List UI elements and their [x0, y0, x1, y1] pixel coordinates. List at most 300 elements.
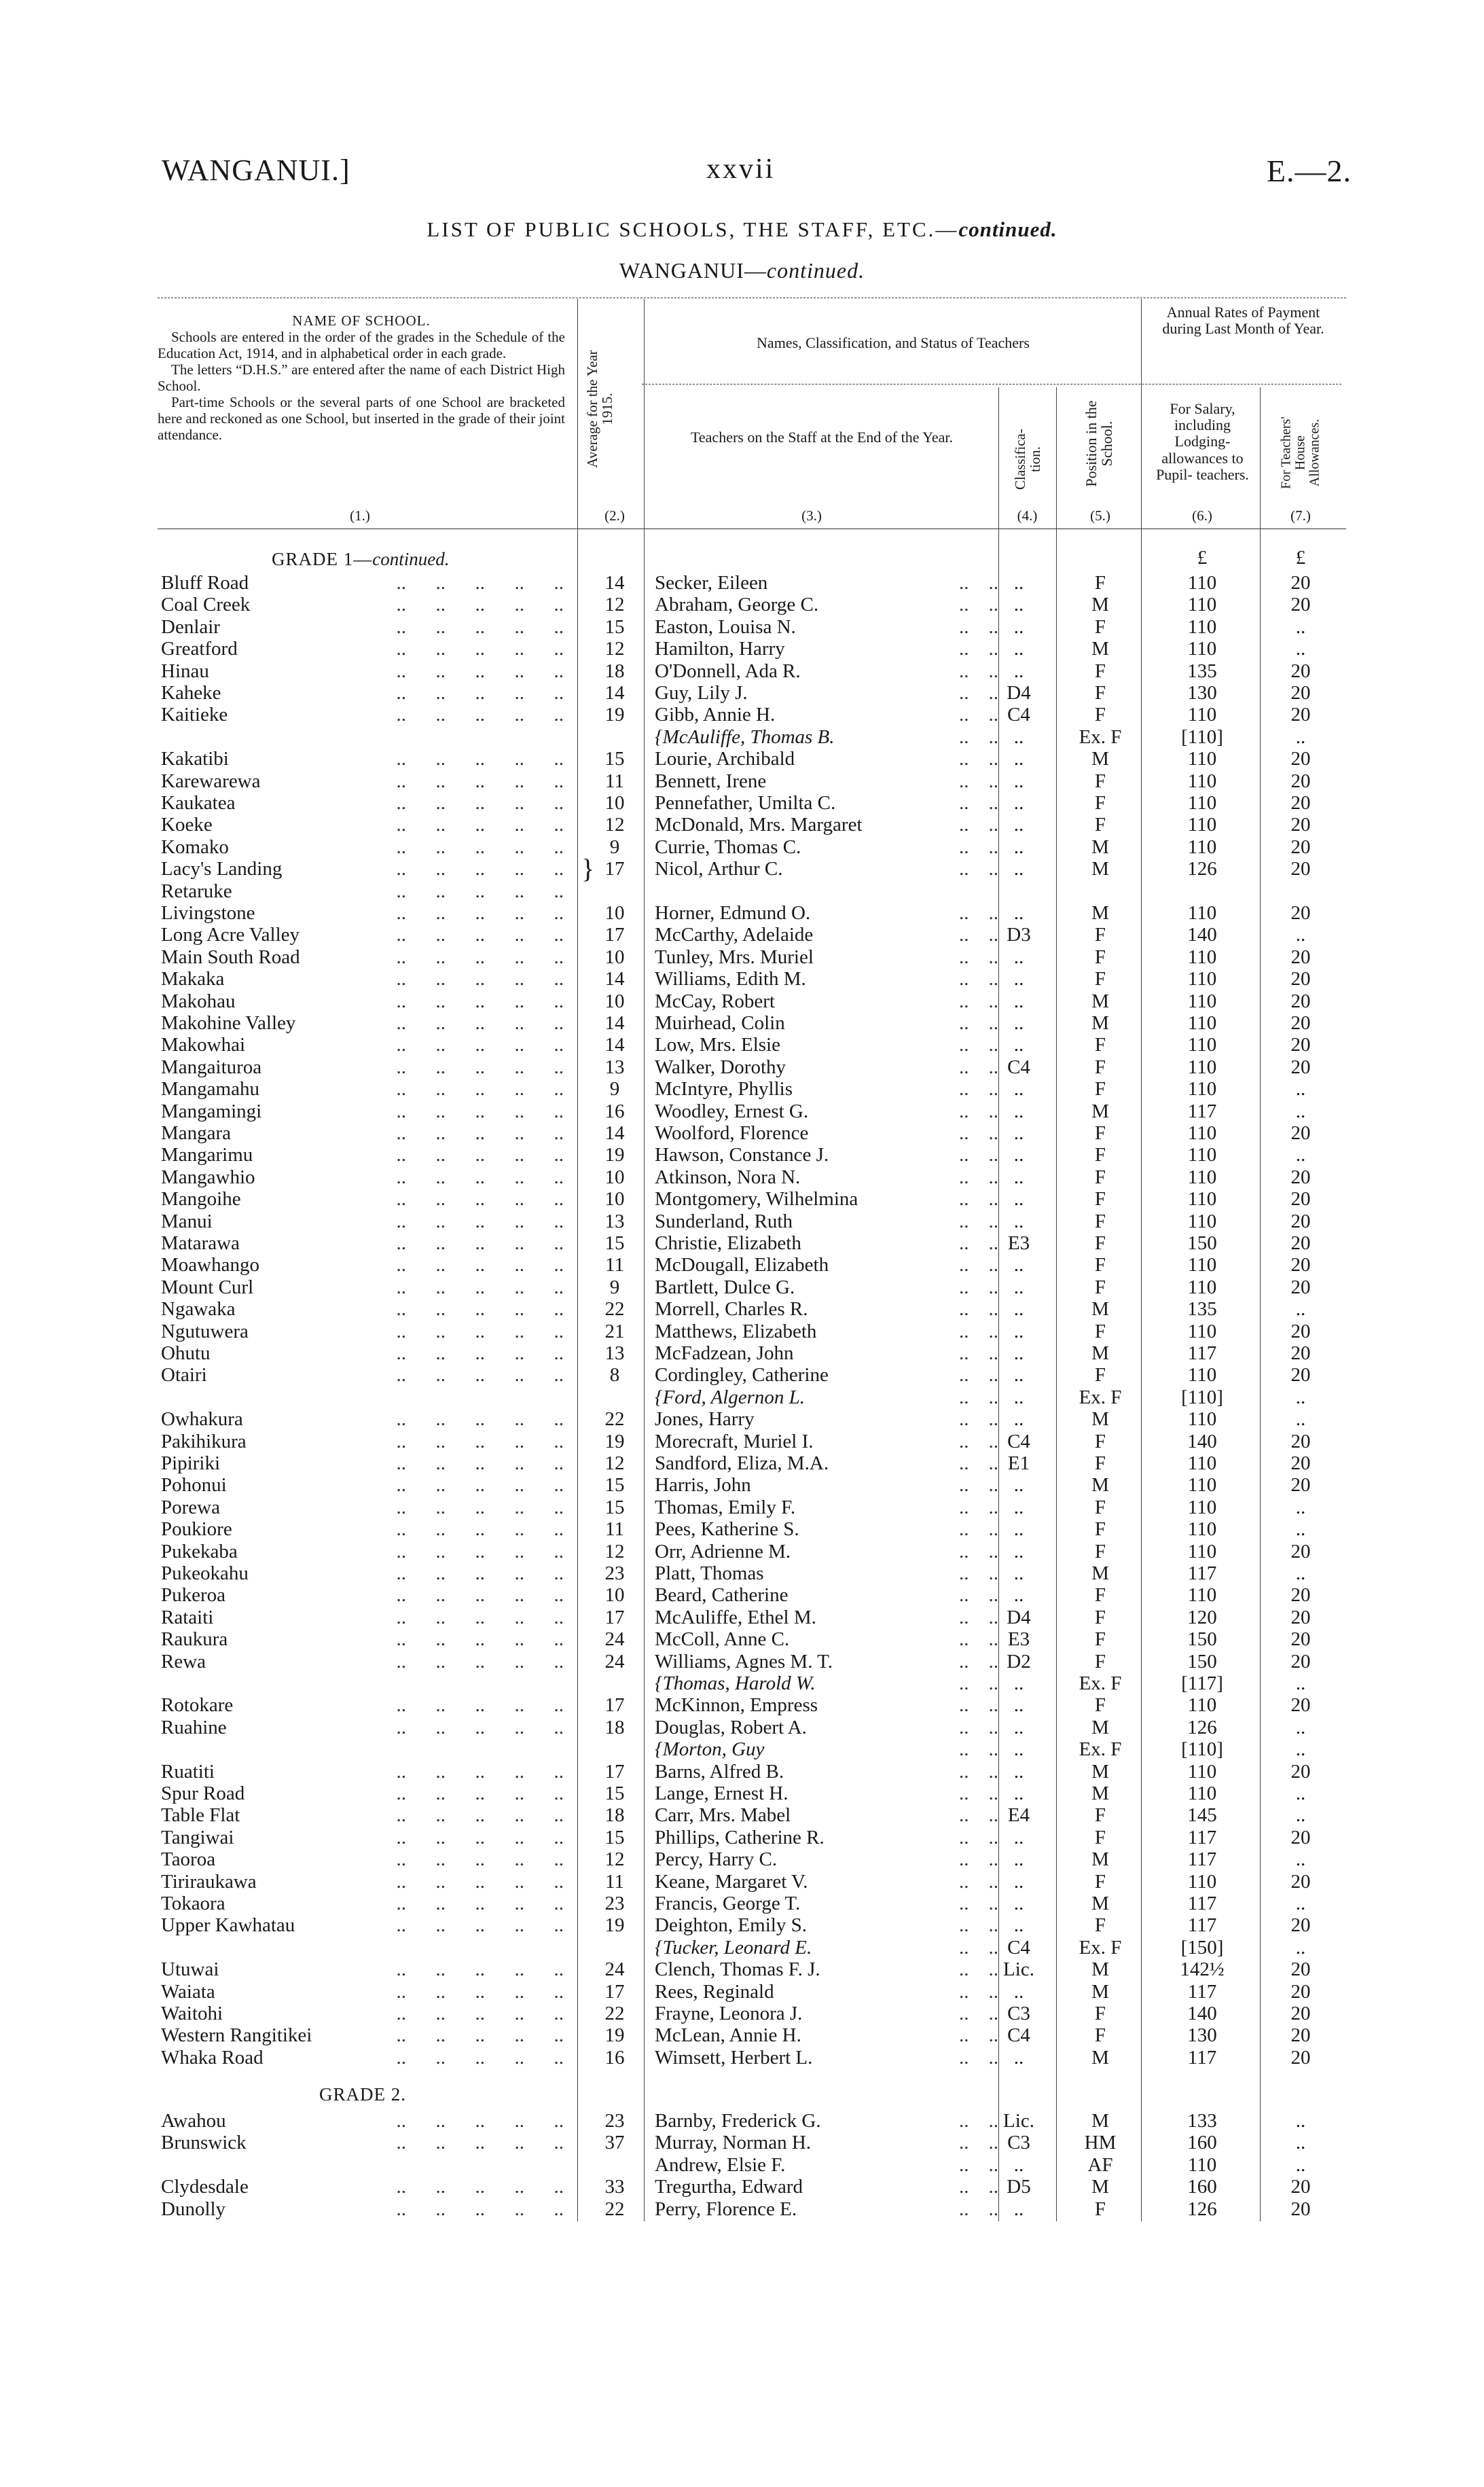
school-name: Pipiriki	[161, 1452, 221, 1474]
salary: 142½	[1180, 1958, 1225, 1981]
house-allowance: ..	[1295, 2110, 1306, 2132]
salary: 145	[1187, 1804, 1217, 1827]
classification: ..	[1013, 1562, 1024, 1584]
leader-dots: .. ..	[959, 1584, 998, 1607]
position: F	[1094, 2024, 1106, 2047]
house-allowance: ..	[1295, 1496, 1306, 1518]
leader-dots: .. .. .. .. ..	[391, 1716, 564, 1738]
average-attendance: 10	[604, 1584, 625, 1607]
house-allowance: 20	[1290, 1694, 1311, 1717]
teacher-name: Low, Mrs. Elsie	[655, 1034, 780, 1056]
school-name: Mangara	[161, 1122, 232, 1144]
school-name: Makohine Valley	[161, 1012, 296, 1034]
teacher-name: Lourie, Archibald	[655, 748, 795, 770]
leader-dots: .. ..	[959, 682, 998, 704]
classification: Lic.	[1003, 2110, 1034, 2132]
position: F	[1094, 1144, 1106, 1166]
school-name: Greatford	[161, 638, 238, 660]
house-allowance: ..	[1295, 1804, 1306, 1827]
position: M	[1091, 1716, 1109, 1738]
leader-dots: .. .. .. .. ..	[391, 1166, 564, 1188]
school-name: Livingstone	[161, 902, 255, 924]
teacher-name: Nicol, Arthur C.	[655, 858, 783, 880]
leader-dots: .. ..	[959, 1254, 998, 1276]
leader-dots: .. ..	[959, 1738, 998, 1761]
house-allowance: 20	[1290, 2046, 1311, 2069]
classification: ..	[1013, 1188, 1024, 1211]
salary: 117	[1187, 1342, 1217, 1364]
average-attendance: 24	[604, 1628, 625, 1651]
house-allowance: ..	[1295, 1562, 1306, 1584]
position: F	[1094, 1518, 1106, 1541]
classification: ..	[1013, 814, 1024, 836]
leader-dots: .. ..	[959, 1958, 998, 1981]
leader-dots: .. ..	[959, 1562, 998, 1584]
position: M	[1091, 1848, 1109, 1871]
salary: [110]	[1181, 726, 1223, 748]
house-allowance: 20	[1290, 660, 1311, 682]
classification: ..	[1013, 902, 1024, 924]
school-name: Mangarimu	[161, 1144, 253, 1166]
teacher-name: Wimsett, Herbert L.	[655, 2046, 813, 2069]
salary: 110	[1187, 2153, 1217, 2176]
position: M	[1091, 1012, 1109, 1034]
running-header-left: WANGANUI.]	[162, 154, 350, 187]
leader-dots: .. .. .. .. ..	[391, 1122, 564, 1144]
position: F	[1094, 792, 1106, 814]
house-allowance: 20	[1290, 1760, 1311, 1783]
salary: 110	[1187, 638, 1217, 660]
teacher-name: Abraham, George C.	[655, 594, 819, 616]
leader-dots: .. .. .. .. ..	[391, 704, 564, 726]
leader-dots: .. ..	[959, 2198, 998, 2220]
leader-dots: .. .. .. .. ..	[391, 990, 564, 1012]
table-row	[0, 990, 1484, 1012]
average-attendance: 10	[604, 792, 625, 814]
average-attendance: 18	[604, 1804, 625, 1827]
school-name: Kaheke	[161, 682, 221, 704]
leader-dots: .. .. .. .. ..	[391, 1430, 564, 1452]
leader-dots: .. ..	[959, 814, 998, 836]
teacher-name: Walker, Dorothy	[655, 1056, 786, 1078]
leader-dots: .. ..	[959, 770, 998, 792]
average-attendance: 18	[604, 660, 625, 682]
teacher-name: Andrew, Elsie F.	[655, 2153, 786, 2176]
salary: 110	[1187, 1056, 1217, 1078]
table-row	[0, 726, 1484, 748]
salary: 110	[1187, 1254, 1217, 1276]
house-allowance: 20	[1290, 792, 1311, 814]
teacher-name: Woolford, Florence	[655, 1122, 809, 1144]
position: M	[1091, 748, 1109, 770]
table-row	[0, 1937, 1484, 1958]
average-attendance: 19	[604, 1914, 625, 1937]
table-row	[0, 2176, 1484, 2198]
leader-dots: .. .. .. .. ..	[391, 1012, 564, 1034]
school-name: Utuwai	[161, 1958, 219, 1981]
leader-dots: .. .. .. .. ..	[391, 1100, 564, 1122]
position: F	[1094, 946, 1106, 968]
table-row	[0, 1321, 1484, 1342]
leader-dots: .. ..	[959, 1804, 998, 1827]
school-name: Mangaituroa	[161, 1056, 262, 1078]
leader-dots: .. ..	[959, 726, 998, 748]
classification: ..	[1013, 1386, 1024, 1408]
table-row	[0, 1827, 1484, 1848]
position: M	[1091, 1474, 1109, 1497]
average-attendance: 15	[604, 1474, 625, 1497]
teacher-name: Lange, Ernest H.	[655, 1783, 789, 1804]
leader-dots: .. ..	[959, 2003, 998, 2024]
average-attendance: 14	[604, 1034, 625, 1056]
col-number-1: (1.)	[350, 507, 370, 524]
salary: 140	[1187, 2003, 1217, 2024]
leader-dots: .. ..	[959, 615, 998, 638]
average-attendance: 13	[604, 1056, 625, 1078]
position: F	[1094, 924, 1106, 946]
salary: 110	[1187, 1122, 1217, 1144]
grade-2-heading: GRADE 2.	[319, 2084, 406, 2105]
classification: E4	[1007, 1804, 1030, 1827]
table-row	[0, 1276, 1484, 1298]
house-allowance: 20	[1290, 748, 1311, 770]
average-attendance: 11	[605, 1518, 624, 1541]
position: F	[1094, 1606, 1106, 1628]
teacher-name: Francis, George T.	[655, 1893, 801, 1914]
classification: C4	[1007, 1936, 1030, 1958]
leader-dots: .. ..	[959, 2110, 998, 2132]
table-row	[0, 1386, 1484, 1408]
salary: 117	[1187, 1893, 1217, 1914]
leader-dots: .. .. .. .. ..	[391, 2176, 564, 2198]
classification: ..	[1013, 1496, 1024, 1518]
teacher-name: McKinnon, Empress	[655, 1694, 818, 1717]
salary: 133	[1187, 2110, 1217, 2132]
teacher-name: McIntyre, Phyllis	[655, 1078, 793, 1101]
teacher-name: McLean, Annie H.	[655, 2024, 801, 2047]
average-attendance: 15	[604, 1783, 625, 1804]
house-allowance: 20	[1290, 1958, 1311, 1981]
leader-dots: .. .. .. .. ..	[391, 858, 564, 880]
table-row	[0, 1694, 1484, 1716]
house-allowance: 20	[1290, 814, 1311, 836]
average-attendance: 11	[605, 1870, 624, 1893]
school-name: Retaruke	[161, 880, 232, 902]
classification: ..	[1013, 660, 1024, 682]
house-allowance: 20	[1290, 1254, 1311, 1276]
classification: D5	[1007, 2176, 1031, 2198]
classification: ..	[1013, 1826, 1024, 1848]
house-allowance: 20	[1290, 1452, 1311, 1474]
classification: C4	[1007, 704, 1030, 726]
classification: ..	[1013, 572, 1024, 594]
table-row	[0, 1848, 1484, 1870]
average-attendance: 17	[604, 1760, 625, 1783]
position: Ex. F	[1079, 1936, 1122, 1958]
leader-dots: .. ..	[959, 1386, 998, 1408]
table-row	[0, 1518, 1484, 1540]
average-attendance: 13	[604, 1210, 625, 1232]
leader-dots: .. ..	[959, 1452, 998, 1474]
classification: ..	[1013, 836, 1024, 858]
teacher-name: McAuliffe, Ethel M.	[655, 1606, 816, 1628]
leader-dots: .. ..	[959, 2153, 998, 2176]
teacher-name: Platt, Thomas	[655, 1562, 764, 1584]
salary: 135	[1187, 660, 1217, 682]
col-number-6: (6.)	[1192, 507, 1212, 524]
leader-dots: .. .. .. .. ..	[391, 1694, 564, 1717]
house-allowance: 20	[1290, 1034, 1311, 1056]
leader-dots: .. .. .. .. ..	[391, 1254, 564, 1276]
school-name: Mangamahu	[161, 1078, 259, 1101]
teacher-name: Easton, Louisa N.	[655, 615, 796, 638]
average-attendance: 8	[609, 1364, 620, 1386]
table-row	[0, 1122, 1484, 1144]
salary: 110	[1187, 594, 1217, 616]
table-row	[0, 880, 1484, 902]
table-row	[0, 1893, 1484, 1914]
leader-dots: .. .. .. .. ..	[391, 814, 564, 836]
classification: ..	[1013, 1298, 1024, 1321]
position: M	[1091, 836, 1109, 858]
table-row	[0, 1738, 1484, 1760]
table-row	[0, 616, 1484, 638]
classification: C3	[1007, 2132, 1030, 2154]
salary: [110]	[1181, 1386, 1223, 1408]
average-attendance: 10	[604, 990, 625, 1012]
average-attendance: 17	[604, 1980, 625, 2003]
classification: ..	[1013, 1716, 1024, 1738]
classification: ..	[1013, 990, 1024, 1012]
house-allowance: ..	[1295, 924, 1306, 946]
table-row	[0, 968, 1484, 990]
position: F	[1094, 1188, 1106, 1211]
classification: ..	[1013, 1893, 1024, 1914]
house-allowance: 20	[1290, 968, 1311, 990]
position: M	[1091, 2046, 1109, 2069]
leader-dots: .. .. .. .. ..	[391, 1034, 564, 1056]
school-name: Makohau	[161, 990, 236, 1012]
average-attendance: 14	[604, 968, 625, 990]
leader-dots: .. ..	[959, 1893, 998, 1914]
school-name: Kakatibi	[161, 748, 229, 770]
leader-dots: .. .. .. .. ..	[391, 1562, 564, 1584]
teacher-name: Morrell, Charles R.	[655, 1298, 808, 1321]
leader-dots: .. ..	[959, 572, 998, 594]
table-row	[0, 1056, 1484, 1078]
average-attendance: 33	[604, 2176, 625, 2198]
leader-dots: .. .. .. .. ..	[391, 1210, 564, 1232]
leader-dots: .. ..	[959, 1276, 998, 1298]
teacher-name: Thomas, Emily F.	[655, 1496, 796, 1518]
leader-dots: .. ..	[959, 924, 998, 946]
leader-dots: .. ..	[959, 1716, 998, 1738]
table-row	[0, 1431, 1484, 1452]
classification: ..	[1013, 615, 1024, 638]
classification: ..	[1013, 1210, 1024, 1232]
leader-dots: .. .. .. .. ..	[391, 1804, 564, 1827]
table-row	[0, 1232, 1484, 1254]
average-attendance: 15	[604, 1232, 625, 1254]
school-name: Dunolly	[161, 2198, 226, 2220]
house-allowance: ..	[1295, 1298, 1306, 1321]
classification: ..	[1013, 726, 1024, 748]
leader-dots: .. .. .. .. ..	[391, 748, 564, 770]
classification: ..	[1013, 2153, 1024, 2176]
teacher-name: O'Donnell, Ada R.	[655, 660, 801, 682]
table-row	[0, 902, 1484, 924]
average-attendance: 15	[604, 1496, 625, 1518]
leader-dots: .. ..	[959, 1474, 998, 1497]
position: M	[1091, 1980, 1109, 2003]
classification: ..	[1013, 1584, 1024, 1607]
leader-dots: .. .. .. .. ..	[391, 836, 564, 858]
salary: 110	[1187, 814, 1217, 836]
school-name: Taoroa	[161, 1848, 216, 1871]
position: F	[1094, 1694, 1106, 1717]
teacher-name: Barns, Alfred B.	[655, 1760, 784, 1783]
leader-dots: .. .. .. .. ..	[391, 660, 564, 682]
average-attendance: 37	[604, 2132, 625, 2154]
house-allowance: ..	[1295, 2132, 1306, 2154]
house-allowance: ..	[1295, 1672, 1306, 1694]
house-allowance: ..	[1295, 1078, 1306, 1101]
leader-dots: .. .. .. .. ..	[391, 1078, 564, 1101]
classification: ..	[1013, 1254, 1024, 1276]
leader-dots: .. ..	[959, 1980, 998, 2003]
position: F	[1094, 1034, 1106, 1056]
school-name: Makowhai	[161, 1034, 246, 1056]
leader-dots: .. .. .. .. ..	[391, 572, 564, 594]
school-name: Bluff Road	[161, 572, 249, 594]
salary: 110	[1187, 572, 1217, 594]
leader-dots: .. .. .. .. ..	[391, 2132, 564, 2154]
table-row	[0, 1871, 1484, 1893]
average-attendance: 12	[604, 814, 625, 836]
table-row	[0, 1804, 1484, 1826]
position: F	[1094, 1320, 1106, 1342]
average-attendance: 23	[604, 2110, 625, 2132]
average-attendance: 19	[604, 704, 625, 726]
currency-row	[0, 547, 1484, 569]
classification: D4	[1007, 1606, 1031, 1628]
leader-dots: .. ..	[959, 968, 998, 990]
table-row	[0, 814, 1484, 836]
table-row	[0, 660, 1484, 682]
teacher-name: {Tucker, Leonard E.	[655, 1936, 812, 1958]
position: M	[1091, 1958, 1109, 1981]
leader-dots: .. .. .. .. ..	[391, 1298, 564, 1321]
house-allowance: 20	[1290, 2198, 1311, 2220]
school-name: Mangamingi	[161, 1100, 262, 1122]
salary: 110	[1187, 1276, 1217, 1298]
teacher-name: Hamilton, Harry	[655, 638, 785, 660]
leader-dots: .. .. .. .. ..	[391, 880, 564, 902]
school-name: Upper Kawhatau	[161, 1914, 295, 1937]
teacher-name: Atkinson, Nora N.	[655, 1166, 801, 1188]
classification: D4	[1007, 682, 1031, 704]
teacher-name: Harris, John	[655, 1474, 751, 1497]
classification: ..	[1013, 638, 1024, 660]
average-attendance: 16	[604, 2046, 625, 2069]
table-row	[0, 1211, 1484, 1232]
table-row	[0, 1034, 1484, 1056]
average-attendance: 23	[604, 1562, 625, 1584]
classification: ..	[1013, 1518, 1024, 1541]
leader-dots: .. .. .. .. ..	[391, 2110, 564, 2132]
teacher-name: Carr, Mrs. Mabel	[655, 1804, 791, 1827]
classification: ..	[1013, 1166, 1024, 1188]
teacher-name: Bennett, Irene	[655, 770, 767, 792]
table-row	[0, 1298, 1484, 1320]
classification: ..	[1013, 1078, 1024, 1101]
teacher-name: Gibb, Annie H.	[655, 704, 776, 726]
average-attendance: 14	[604, 1122, 625, 1144]
table-row	[0, 924, 1484, 946]
teacher-name: Woodley, Ernest G.	[655, 1100, 809, 1122]
leader-dots: .. .. .. .. ..	[391, 1342, 564, 1364]
table-row	[0, 1651, 1484, 1672]
table-row	[0, 1497, 1484, 1518]
average-attendance: 12	[604, 1540, 625, 1562]
school-name: Makaka	[161, 968, 225, 990]
position: M	[1091, 990, 1109, 1012]
leader-dots: .. .. .. .. ..	[391, 638, 564, 660]
average-header: Average for the Year 1915.	[583, 350, 615, 468]
table-row	[0, 594, 1484, 615]
table-row	[0, 748, 1484, 770]
salary: 110	[1187, 1012, 1217, 1034]
table-row	[0, 2003, 1484, 2024]
position: F	[1094, 770, 1106, 792]
position: Ex. F	[1079, 1738, 1122, 1761]
table-row	[0, 638, 1484, 660]
house-allowance: ..	[1295, 1936, 1306, 1958]
position-header: Position in the School.	[1082, 400, 1115, 487]
leader-dots: .. ..	[959, 1078, 998, 1101]
house-allowance: 20	[1290, 1210, 1311, 1232]
average-attendance: 13	[604, 1342, 625, 1364]
teacher-name: Clench, Thomas F. J.	[655, 1958, 820, 1981]
position: F	[1094, 1584, 1106, 1607]
classification: ..	[1013, 1672, 1024, 1694]
position: M	[1091, 594, 1109, 616]
house-allowance: ..	[1295, 726, 1306, 748]
teacher-name: Matthews, Elizabeth	[655, 1320, 817, 1342]
salary: 150	[1187, 1232, 1217, 1254]
school-name: Otairi	[161, 1364, 207, 1386]
teacher-name: McFadzean, John	[655, 1342, 794, 1364]
leader-dots: .. .. .. .. ..	[391, 1452, 564, 1474]
teacher-name: Phillips, Catherine R.	[655, 1826, 825, 1848]
house-allowance: ..	[1295, 615, 1306, 638]
position: F	[1094, 1650, 1106, 1672]
position: F	[1094, 2003, 1106, 2024]
teacher-name: Tunley, Mrs. Muriel	[655, 946, 814, 968]
teacher-name: Jones, Harry	[655, 1408, 755, 1431]
brace: }	[581, 853, 595, 884]
house-allowance: ..	[1295, 2153, 1306, 2176]
salary: 110	[1187, 770, 1217, 792]
salary: 140	[1187, 924, 1217, 946]
position: Ex. F	[1079, 1672, 1122, 1694]
leader-dots: .. ..	[959, 1870, 998, 1893]
house-allowance: 20	[1290, 1232, 1311, 1254]
house-allowance: 20	[1290, 1056, 1311, 1078]
school-name: Coal Creek	[161, 594, 251, 616]
position: F	[1094, 1452, 1106, 1474]
leader-dots: .. .. .. .. ..	[391, 1914, 564, 1937]
